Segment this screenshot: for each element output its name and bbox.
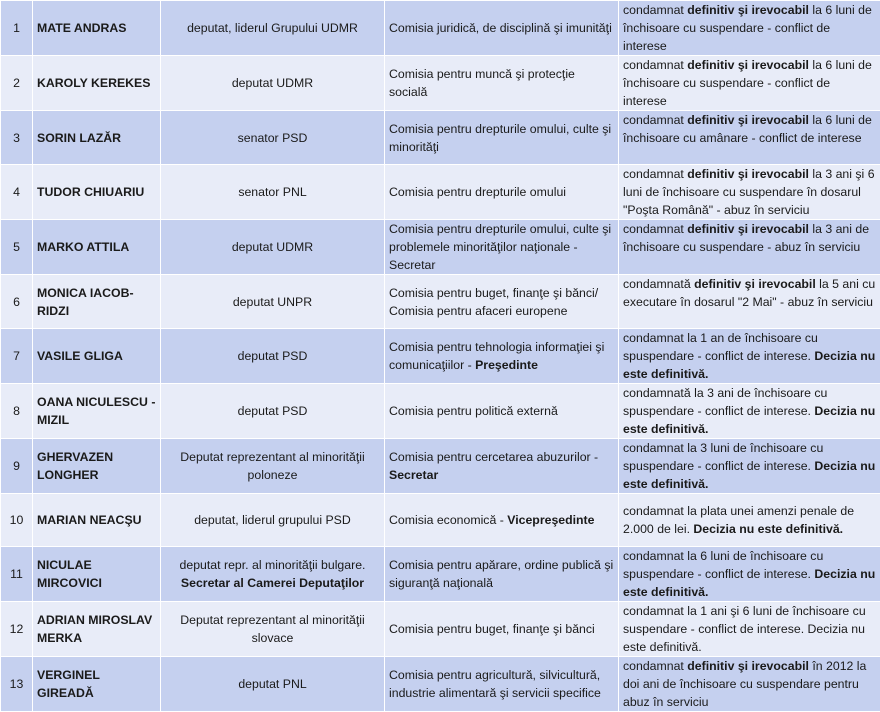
table-row xyxy=(1,1,880,56)
committee xyxy=(385,657,619,712)
position-text: deputat, liderul grupului PSD xyxy=(194,513,351,527)
table-body xyxy=(1,1,880,712)
verdict-text: în 2012 la doi ani de închisoare cu suspendare pentru abuz în serviciu xyxy=(623,659,866,709)
person-name: OANA NICULESCU - MIZIL xyxy=(33,384,161,439)
verdict xyxy=(619,165,880,220)
table-row xyxy=(1,275,880,329)
committee xyxy=(385,111,619,165)
committee xyxy=(385,439,619,494)
verdict-text: definitiv şi irevocabil xyxy=(687,3,809,17)
table-row xyxy=(1,56,880,111)
position xyxy=(161,275,385,329)
position-text: deputat PSD xyxy=(238,404,308,418)
committee-text: Comisia pentru drepturile omului, culte şi problemele minorităţilor naţionale - Secretar xyxy=(389,222,611,272)
committee xyxy=(385,220,619,275)
table-row xyxy=(1,384,880,439)
position-text: deputat UNPR xyxy=(233,295,312,309)
row-number: 4 xyxy=(1,165,33,220)
position xyxy=(161,220,385,275)
row-number: 10 xyxy=(1,494,33,547)
verdict-text: Decizia nu este definitivă. xyxy=(623,349,875,381)
verdict-text: condamnat xyxy=(623,113,687,127)
committee-text: Comisia pentru buget, finanţe şi bănci xyxy=(389,622,595,636)
committee-text: Comisia pentru agricultură, silvicultură, industrie alimentară şi servicii specifice xyxy=(389,668,601,700)
row-number: 13 xyxy=(1,657,33,712)
verdict-text: condamnat la 1 an de închisoare cu spuspendare - conflict de interese. xyxy=(623,331,818,363)
table-row xyxy=(1,657,880,712)
table-row xyxy=(1,165,880,220)
verdict-text: la 5 ani cu executare în dosarul "2 Mai" - abuz în serviciu xyxy=(623,277,875,309)
row-number: 9 xyxy=(1,439,33,494)
row-number: 11 xyxy=(1,547,33,602)
verdict-text: Decizia nu este definitivă. xyxy=(623,459,875,491)
position-text: Deputat reprezentant al minorităţii slovace xyxy=(180,613,365,645)
verdict-text: definitiv şi irevocabil xyxy=(687,659,809,673)
person-name: KAROLY KEREKES xyxy=(33,56,161,111)
table-row xyxy=(1,547,880,602)
row-number: 12 xyxy=(1,602,33,657)
position-text: deputat UDMR xyxy=(232,240,313,254)
position xyxy=(161,165,385,220)
position-text: Secretar al Camerei Deputaţilor xyxy=(181,576,364,590)
position-text: deputat UDMR xyxy=(232,76,313,90)
verdict-text: definitiv şi irevocabil xyxy=(687,113,809,127)
position xyxy=(161,1,385,56)
verdict-text: la 3 ani şi 6 luni de închisoare cu suspendare în dosarul "Poşta Română" - abuz în serviciu xyxy=(623,167,875,217)
verdict-text: condamnat xyxy=(623,3,687,17)
position xyxy=(161,494,385,547)
verdict-text: definitiv şi irevocabil xyxy=(687,167,809,181)
row-number: 2 xyxy=(1,56,33,111)
position-text: senator PNL xyxy=(238,185,306,199)
person-name: VERGINEL GIREADĂ xyxy=(33,657,161,712)
row-number: 8 xyxy=(1,384,33,439)
committee-text: Vicepreşedinte xyxy=(507,513,594,527)
person-name: NICULAE MIRCOVICI xyxy=(33,547,161,602)
row-number: 1 xyxy=(1,1,33,56)
verdict-text: condamnat xyxy=(623,659,687,673)
committee xyxy=(385,494,619,547)
committee-text: Comisia pentru drepturile omului xyxy=(389,185,566,199)
committee xyxy=(385,56,619,111)
verdict-text: condamnat xyxy=(623,222,687,236)
verdict xyxy=(619,275,880,329)
verdict-text: la 6 luni de închisoare cu suspendare - conflict de interese xyxy=(623,58,872,108)
position-text: deputat repr. al minorităţii bulgare. xyxy=(180,558,366,572)
verdict-text: definitiv şi irevocabil xyxy=(694,277,816,291)
committee-text: Comisia juridică, de disciplină şi imunităţi xyxy=(389,21,612,35)
committee-text: Comisia pentru politică externă xyxy=(389,404,558,418)
verdict xyxy=(619,547,880,602)
person-name: GHERVAZEN LONGHER xyxy=(33,439,161,494)
verdict-text: Decizia nu este definitivă. xyxy=(693,522,843,536)
person-name: TUDOR CHIUARIU xyxy=(33,165,161,220)
verdict xyxy=(619,602,880,657)
person-name: MARKO ATTILA xyxy=(33,220,161,275)
position-text: deputat, liderul Grupului UDMR xyxy=(187,21,358,35)
committee-text: Comisia pentru drepturile omului, culte şi minorităţi xyxy=(389,122,611,154)
person-name: MARIAN NEACŞU xyxy=(33,494,161,547)
table-row xyxy=(1,220,880,275)
verdict-text: Decizia nu este definitivă. xyxy=(623,567,875,599)
position xyxy=(161,547,385,602)
committee xyxy=(385,275,619,329)
committee xyxy=(385,165,619,220)
table-row xyxy=(1,111,880,165)
row-number: 5 xyxy=(1,220,33,275)
verdict xyxy=(619,384,880,439)
position xyxy=(161,329,385,384)
verdict-text: la 6 luni de închisoare cu suspendare - conflict de interese xyxy=(623,3,872,53)
table-row xyxy=(1,602,880,657)
verdict-text: condamnat la 6 luni de închisoare cu spuspendare - conflict de interese. xyxy=(623,549,823,581)
position xyxy=(161,384,385,439)
verdict xyxy=(619,657,880,712)
verdict xyxy=(619,111,880,165)
position xyxy=(161,111,385,165)
committee-text: Secretar xyxy=(389,468,438,482)
committee-text: Comisia pentru muncă şi protecţie socială xyxy=(389,67,575,99)
position-text: Deputat reprezentant al minorităţii poloneze xyxy=(180,450,365,482)
verdict xyxy=(619,56,880,111)
verdict xyxy=(619,494,880,547)
position xyxy=(161,602,385,657)
verdict-text: condamnat la 1 ani şi 6 luni de închisoare cu suspendare - conflict de interese. Decizia nu este definitivă. xyxy=(623,604,866,654)
verdict-text: condamnat xyxy=(623,58,687,72)
row-number: 3 xyxy=(1,111,33,165)
position xyxy=(161,56,385,111)
verdict-text: la 3 ani de închisoare cu suspendare - abuz în serviciu xyxy=(623,222,869,254)
person-name: MATE ANDRAS xyxy=(33,1,161,56)
verdict xyxy=(619,1,880,56)
position-text: deputat PNL xyxy=(238,677,306,691)
verdict-text: condamnată la 3 ani de închisoare cu spuspendare - conflict de interese. xyxy=(623,386,827,418)
row-number: 7 xyxy=(1,329,33,384)
verdict xyxy=(619,220,880,275)
position-text: deputat PSD xyxy=(238,349,308,363)
committee-text: Comisia pentru apărare, ordine publică şi siguranţă naţională xyxy=(389,558,613,590)
verdict xyxy=(619,439,880,494)
person-name: SORIN LAZĂR xyxy=(33,111,161,165)
verdict-text: la 6 luni de închisoare cu amânare - conflict de interese xyxy=(623,113,872,145)
verdict-text: condamnat la 3 luni de închisoare cu spuspendare - conflict de interese. xyxy=(623,441,823,473)
position-text: senator PSD xyxy=(238,131,308,145)
committee-text: Comisia economică - xyxy=(389,513,507,527)
person-name: MONICA IACOB-RIDZI xyxy=(33,275,161,329)
committee xyxy=(385,602,619,657)
verdict-text: Decizia nu este definitivă. xyxy=(623,404,875,436)
committee xyxy=(385,384,619,439)
table-row xyxy=(1,329,880,384)
table-row xyxy=(1,494,880,547)
verdict-text: condamnat xyxy=(623,167,687,181)
verdict-text: condamnat la plata unei amenzi penale de 2.000 de lei. xyxy=(623,504,854,536)
verdict-text: condamnată xyxy=(623,277,694,291)
position xyxy=(161,657,385,712)
row-number: 6 xyxy=(1,275,33,329)
verdict-text: definitiv şi irevocabil xyxy=(687,222,809,236)
position xyxy=(161,439,385,494)
committee xyxy=(385,547,619,602)
committee-text: Comisia pentru cercetarea abuzurilor - xyxy=(389,450,598,464)
committee-text: Preşedinte xyxy=(475,358,538,372)
committee-text: Comisia pentru buget, finanţe şi bănci/ Comisia pentru afaceri europene xyxy=(389,286,598,318)
verdict xyxy=(619,329,880,384)
person-name: ADRIAN MIROSLAV MERKA xyxy=(33,602,161,657)
verdict-text: definitiv şi irevocabil xyxy=(687,58,809,72)
committee xyxy=(385,1,619,56)
table-row xyxy=(1,439,880,494)
person-name: VASILE GLIGA xyxy=(33,329,161,384)
committee-text: Comisia pentru tehnologia informaţiei şi comunicaţiilor - xyxy=(389,340,604,372)
committee xyxy=(385,329,619,384)
